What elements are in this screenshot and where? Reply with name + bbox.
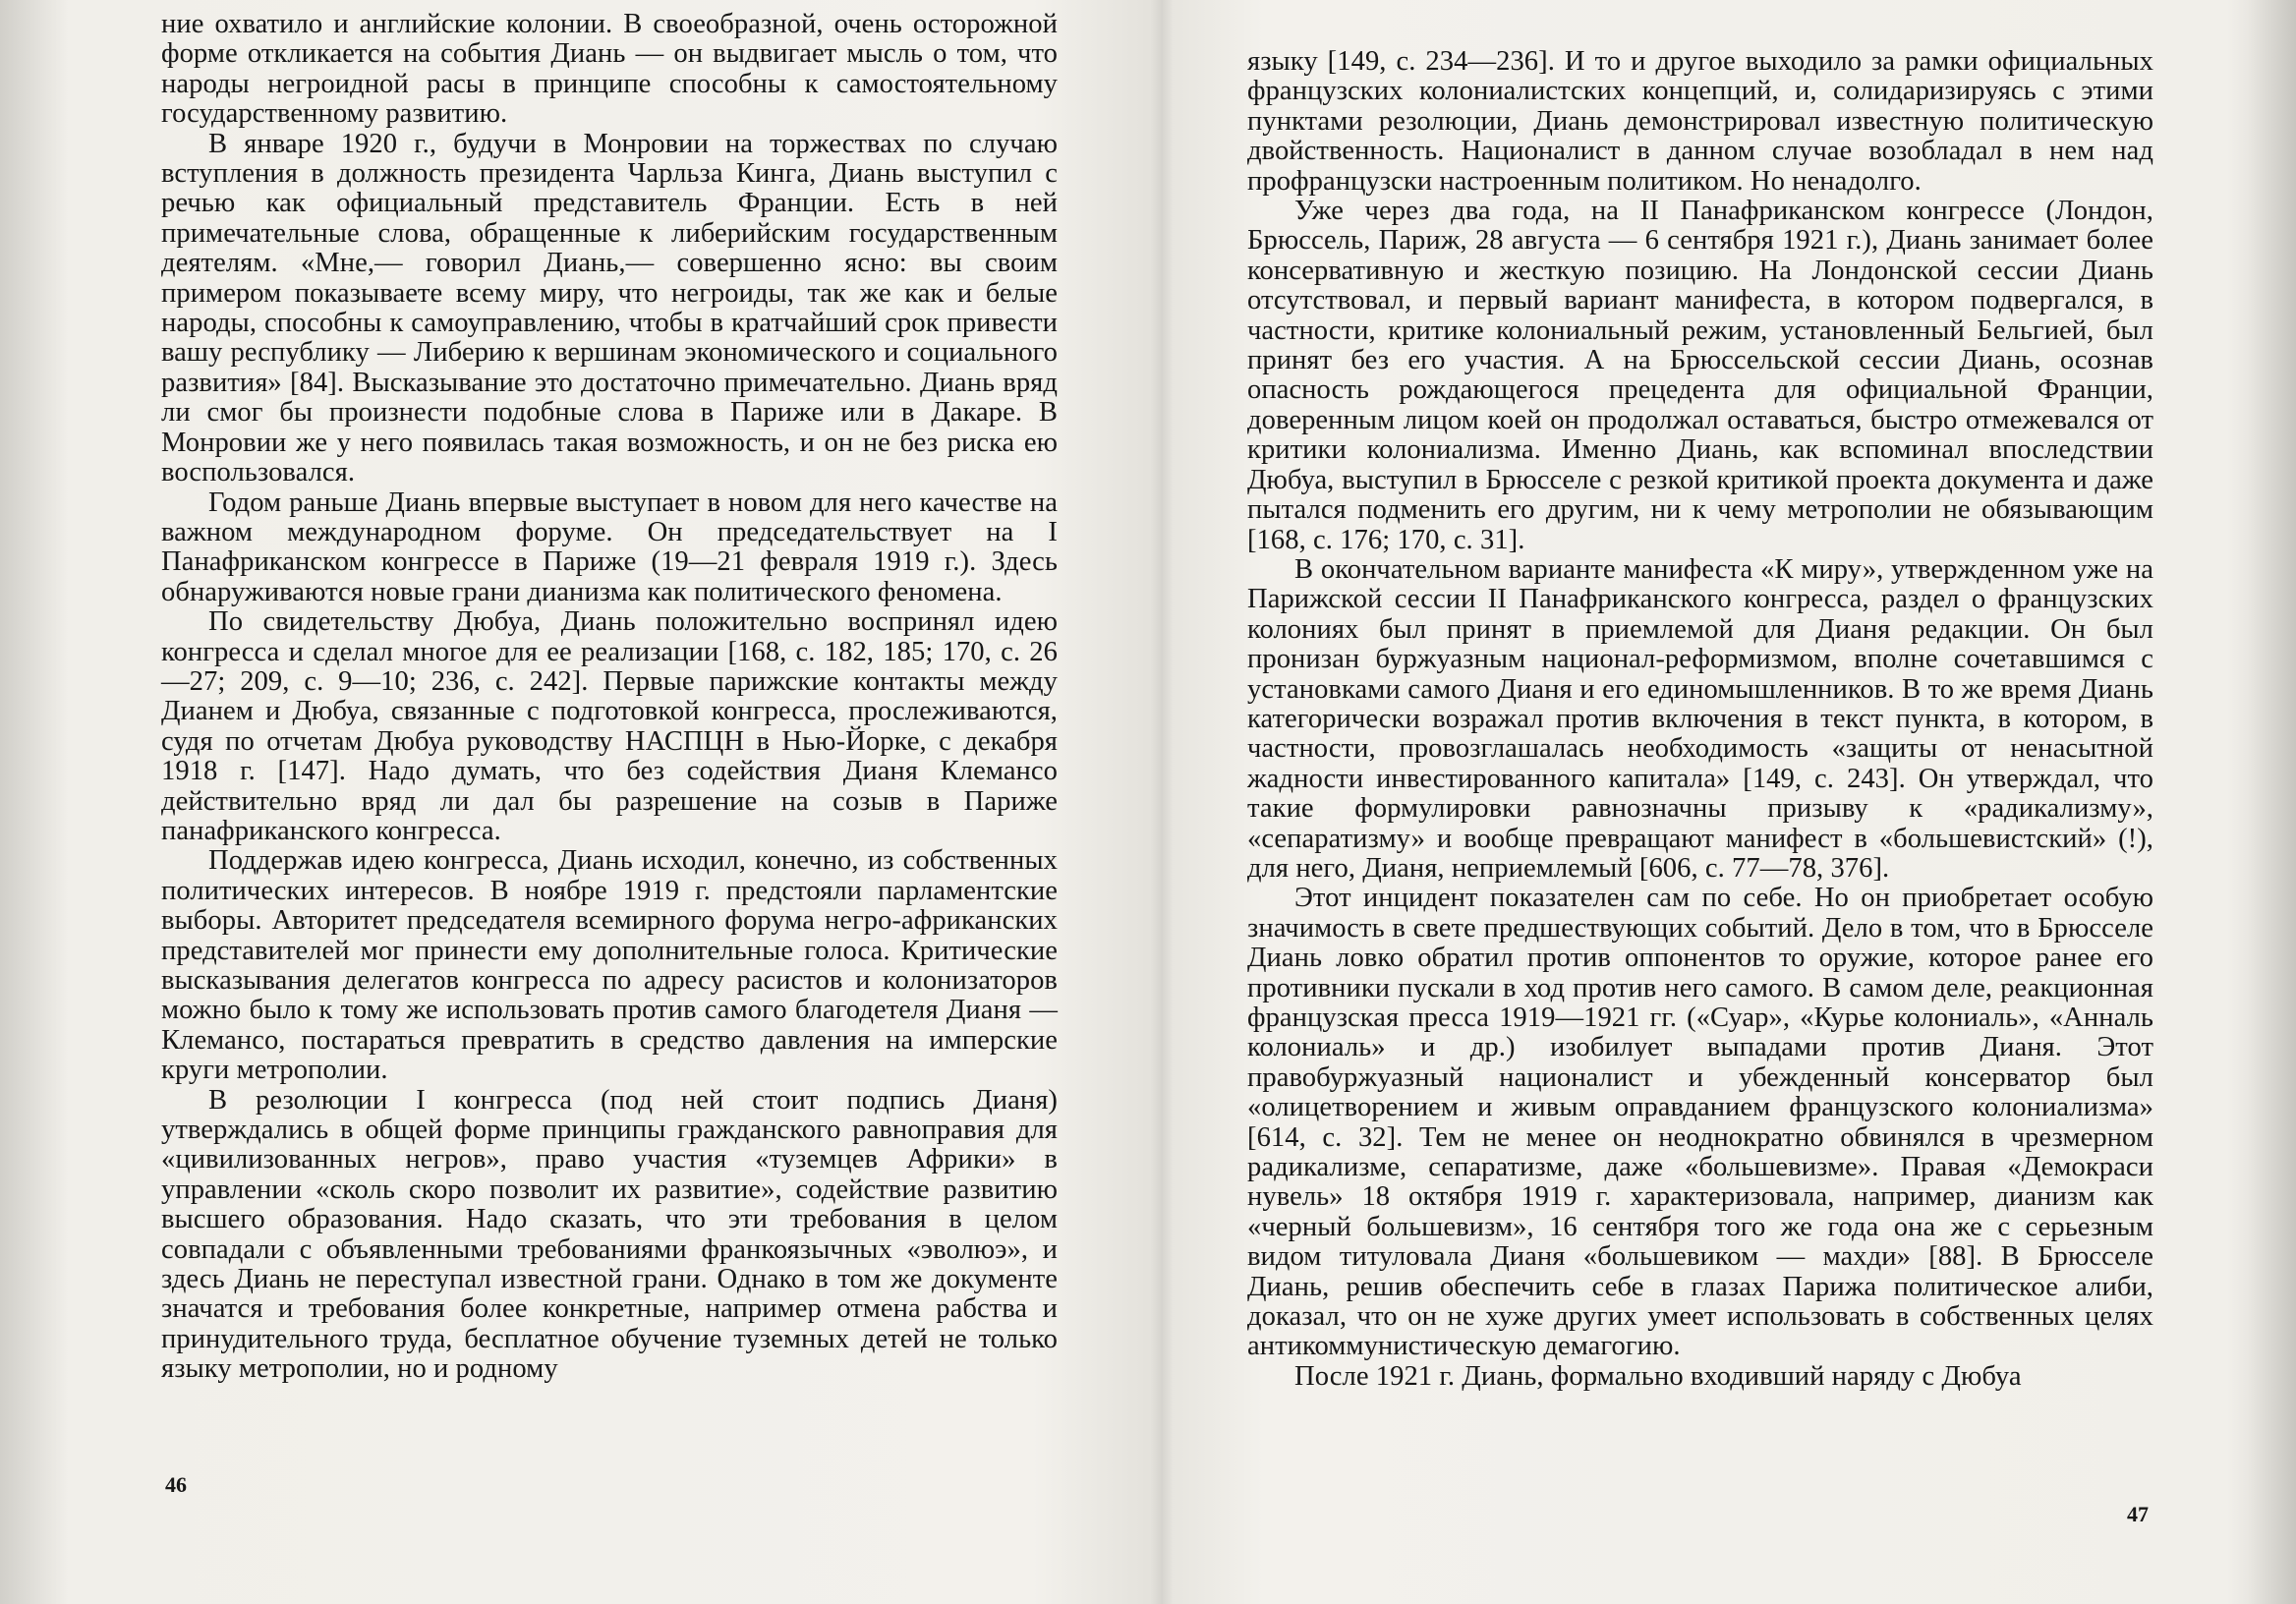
paragraph: В январе 1920 г., будучи в Монровии на торжествах по случаю вступления в должность президента Чарльза Кинга, Диань выступил с речью как официальный представитель Франции. Есть в ней примечательные слова, обращенные к либерийским государственным деятелям. «Мне,— говорил Диань,— совершенно ясно: вы своим примером показываете всему миру, что негроиды, так же как и белые народы, способны к самоуправлению, чтобы в кратчайший срок привести вашу республику — Либерию к вершинам экономического и социального развития» [84]. Высказывание это достаточно примечательно. Диань вряд ли смог бы произнести подобные слова в Париже или в Дакаре. В Монровии же у него появилась такая возможность, и он не без риска ею воспользовался.	[161, 128, 1058, 488]
right-page-text	[1247, 47, 2153, 1392]
paragraph: В окончательном варианте манифеста «К миру», утвержденном уже на Парижской сессии II Панафриканского конгресса, раздел о французских колониях был принят в приемлемой для Дианя редакции. Он был пронизан буржуазным национал-реформизмом, вполне сочетавшимся с установками самого Дианя и его единомышленников. В то же время Диань категорически возражал против включения в текст пункта, в котором, в частности, провозглашалась необходимость «защиты от ненасытной жадности инвестированного капитала» [149, с. 243]. Он утверждал, что такие формулировки равнозначны призыву к «радикализму», «сепаратизму» и вообще превращают манифест в «большевистский» (!), для него, Дианя, неприемлемый [606, с. 77—78, 376].	[1247, 553, 2153, 884]
paragraph: Уже через два года, на II Панафриканском конгрессе (Лондон, Брюссель, Париж, 28 августа — 6 сентября 1921 г.), Диань занимает более консервативную и жесткую позицию. На Лондонской сессии Диань отсутствовал, и первый вариант манифеста, в котором подвергался, в частности, критике колониальный режим, установленный Бельгией, был принят без его участия. А на Брюссельской сессии Диань, осознав опасность рождающегося прецедента для официальной Франции, доверенным лицом коей он продолжал оставаться, быстро отмежевался от критики колониализма. Именно Диань, как вспоминал впоследствии Дюбуа, выступил в Брюсселе с резкой критикой проекта документа и даже пытался подменить его другим, ни к чему метрополии не обязывающим [168, с. 176; 170, с. 31].	[1247, 196, 2153, 555]
paragraph: языку [149, с. 234—236]. И то и другое выходило за рамки официальных французских колониалистских концепций, и, солидаризируясь с этими пунктами резолюции, Диань демонстрировал известную политическую двойственность. Националист в данном случае возобладал в нем над профранцузски настроенным политиком. Но ненадолго.	[1247, 46, 2153, 197]
book-gutter	[1150, 0, 1174, 1604]
right-page	[1176, 0, 2296, 1604]
paragraph: По свидетельству Дюбуа, Диань положительно воспринял идею конгресса и сделал многое для ее реализации [168, с. 182, 185; 170, с. 26—27; 209, с. 9—10; 236, с. 242]. Первые парижские контакты между Дианем и Дюбуа, связанные с подготовкой конгресса, прослеживаются, судя по отчетам Дюбуа руководству НАСПЦН в Нью-Йорке, с декабря 1918 г. [147]. Надо думать, что без содействия Дианя Клемансо действительно вряд ли дал бы разрешение на созыв в Париже панафриканского конгресса.	[161, 606, 1058, 846]
paragraph: В резолюции I конгресса (под ней стоит подпись Дианя) утверждались в общей форме принципы гражданского равноправия для «цивилизованных негров», право участия «туземцев Африки» в управлении «сколь скоро позволит их развитие», содействие развитию высшего образования. Надо сказать, что эти требования в целом совпадали с объявленными требованиями франкоязычных «эволюэ», и здесь Диань не переступал известной грани. Однако в том же документе значатся и требования более конкретные, например отмена рабства и принудительного труда, бесплатное обучение туземных детей не только языку метрополии, но и родному	[161, 1084, 1058, 1385]
paragraph: После 1921 г. Диань, формально входивший наряду с Дюбуа	[1294, 1360, 2022, 1392]
page-number: 46	[165, 1472, 187, 1497]
page-number: 47	[2127, 1502, 2149, 1526]
left-page-text	[161, 10, 1058, 1385]
paragraph: Этот инцидент показателен сам по себе. Но он приобретает особую значимость в свете предшествующих событий. Дело в том, что в Брюсселе Диань ловко обратил против оппонентов то оружие, которое ранее его противники пускали в ход против него самого. В самом деле, реакционная французская пресса 1919—1921 гг. («Суар», «Курье колониаль», «Анналь колониаль» и др.) изобилует выпадами против Дианя. Этот правобуржуазный националист и убежденный консерватор был «олицетворением и живым оправданием французского колониализма» [614, с. 32]. Тем не менее он неоднократно обвинялся в чрезмерном радикализме, сепаратизме, даже «большевизме». Правая «Демокраси нувель» 18 октября 1919 г. характеризовала, например, дианизм как «черный большевизм», 16 сентября того же года она же с серьезным видом титуловала Дианя «большевиком — махди» [88]. В Брюсселе Диань, решив обеспечить себе в глазах Парижа политическое алиби, доказал, что он не хуже других умеет использовать в собственных целях антикоммунистическую демагогию.	[1247, 883, 2153, 1362]
paragraph: Поддержав идею конгресса, Диань исходил, конечно, из собственных политических интересов. В ноябре 1919 г. предстояли парламентские выборы. Авторитет председателя всемирного форума негро-африканских представителей мог принести ему дополнительные голоса. Критические высказывания делегатов конгресса по адресу расистов и колонизаторов можно было к тому же использовать против самого благодетеля Дианя — Клемансо, постараться превратить в средство давления на имперские круги метрополии.	[161, 845, 1058, 1086]
paragraph: ние охватило и английские колонии. В своеобразной, очень осторожной форме откликается на события Диань — он выдвигает мысль о том, что народы негроидной расы в принципе способны к самостоятельному государственному развитию.	[161, 9, 1058, 130]
paragraph: Годом раньше Диань впервые выступает в новом для него качестве на важном международном форуме. Он председательствует на I Панафриканском конгрессе в Париже (19—21 февраля 1919 г.). Здесь обнаруживаются новые грани дианизма как политического феномена.	[161, 487, 1058, 607]
